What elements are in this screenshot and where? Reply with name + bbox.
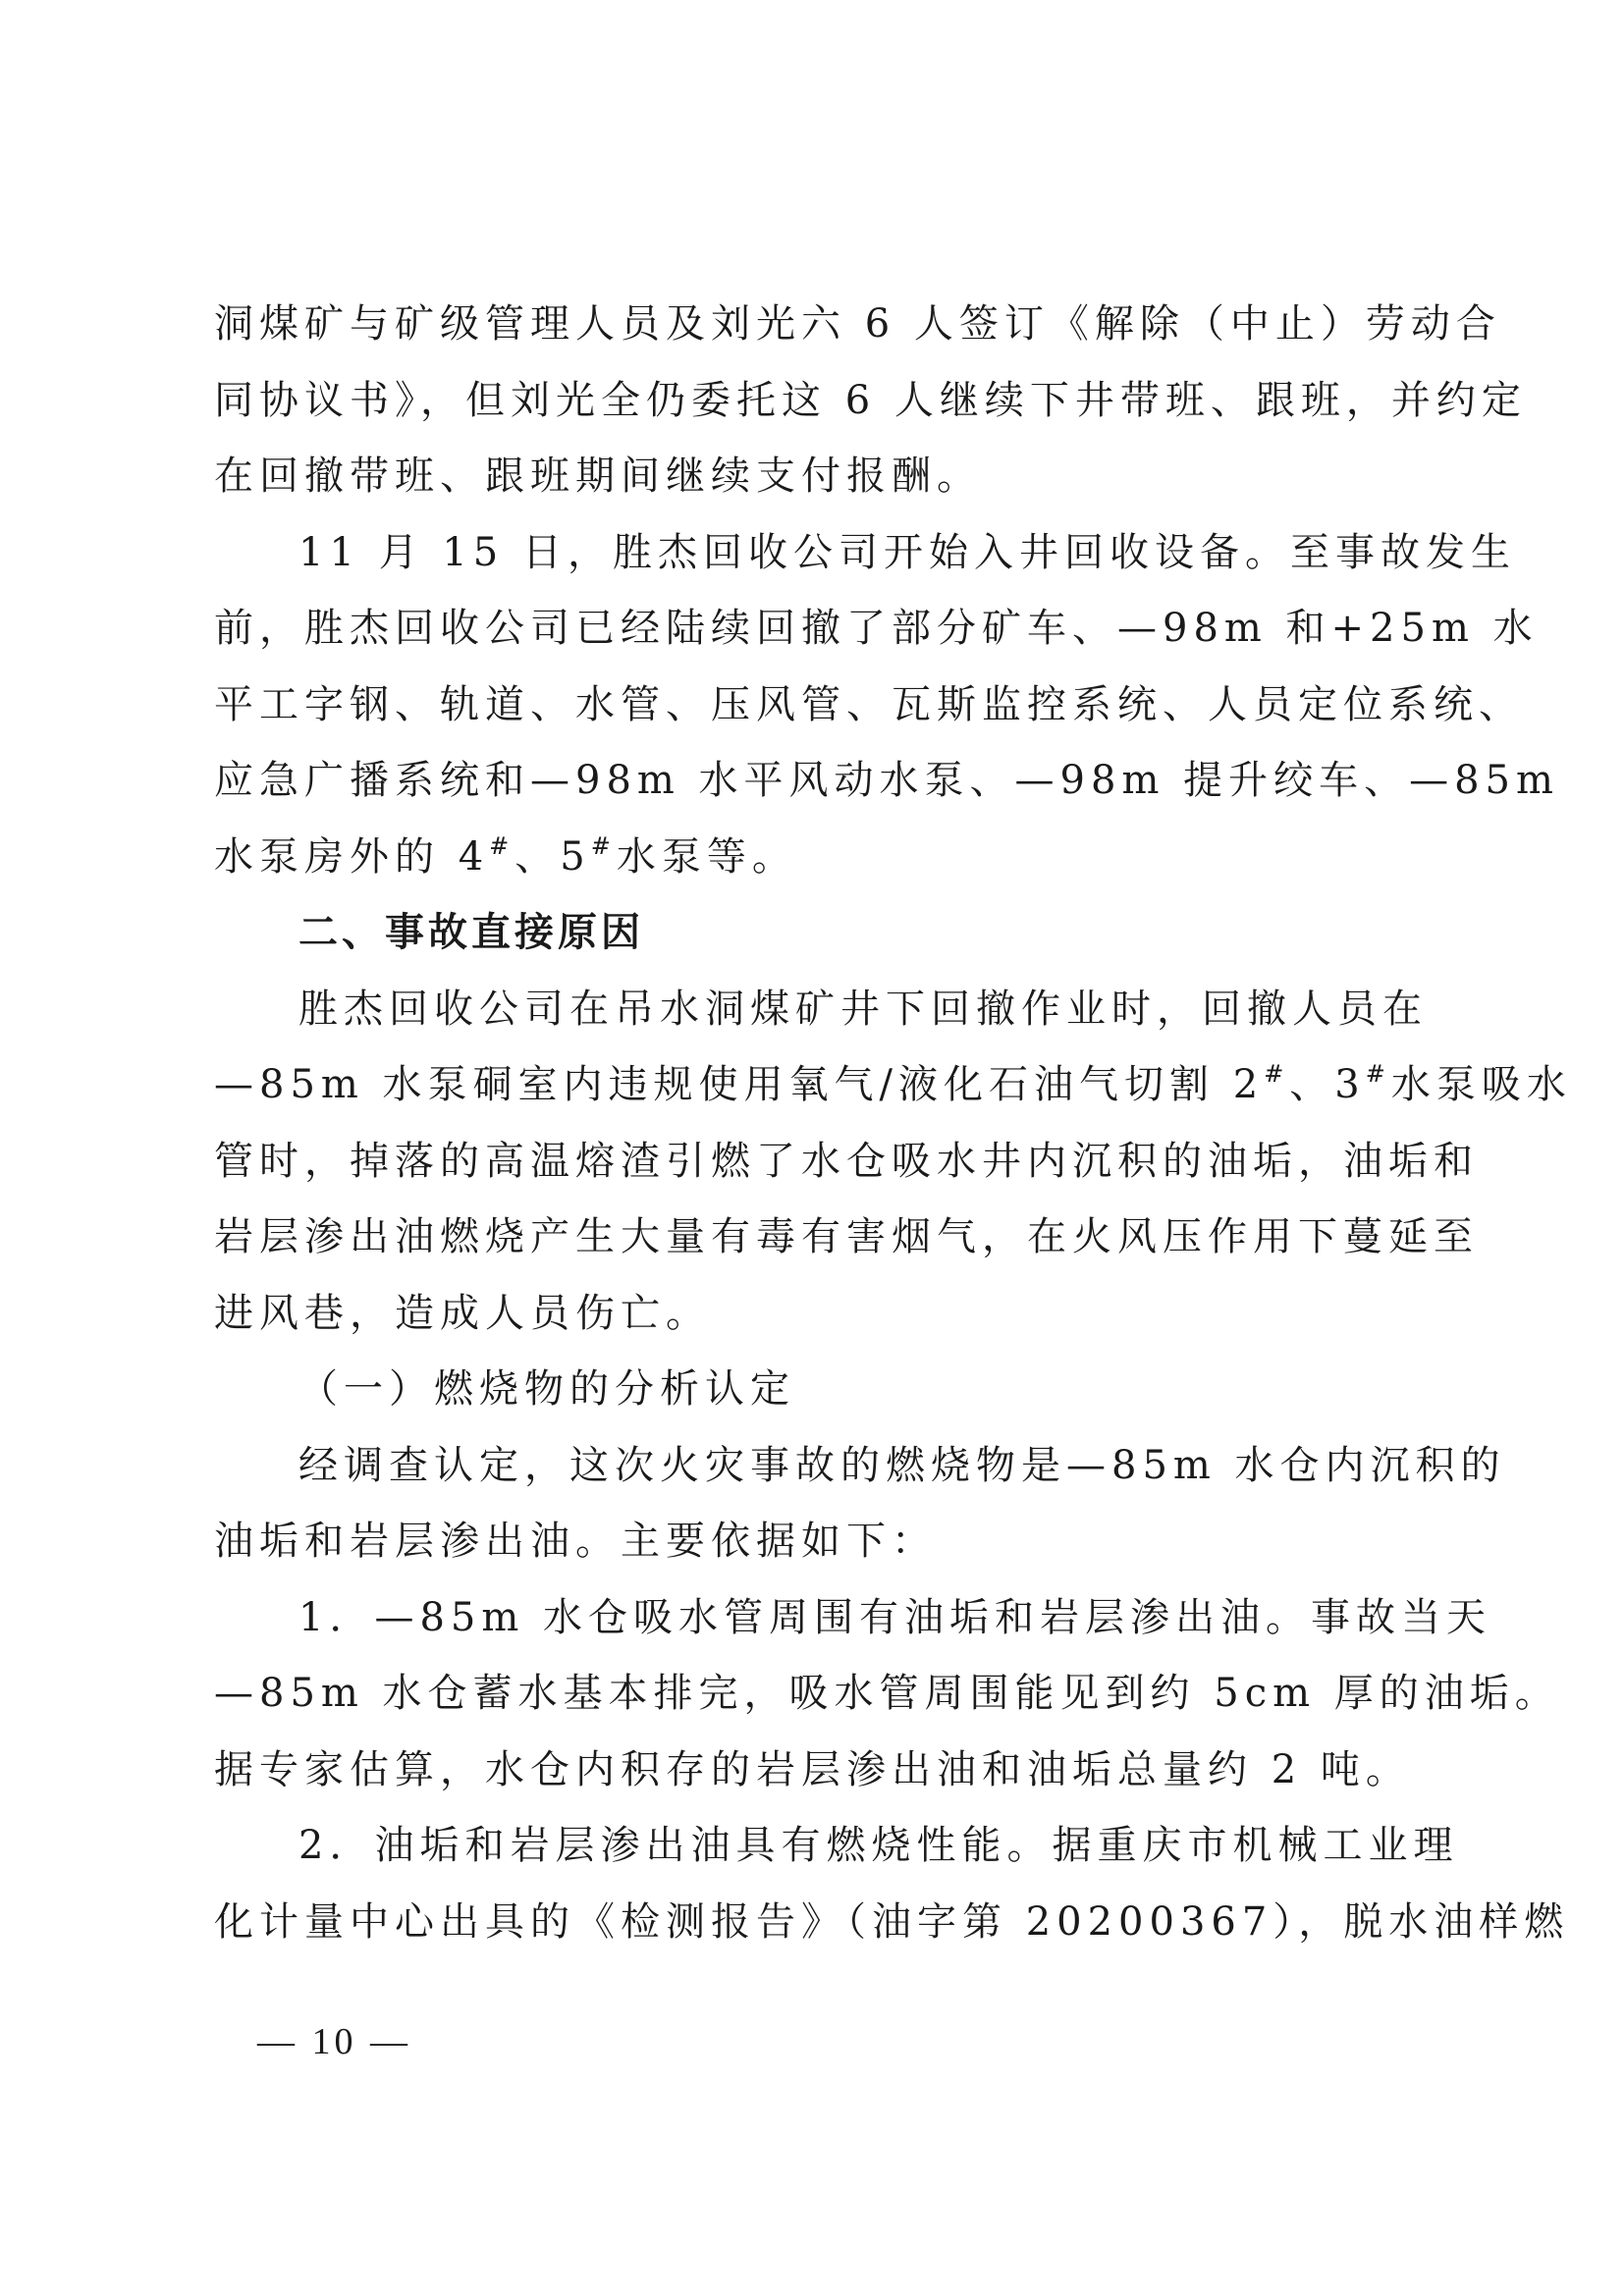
- text-fragment: 水泵等。: [616, 833, 797, 880]
- text-line: —85m 水仓蓄水基本排完，吸水管周围能见到约 5cm 厚的油垢。: [214, 1671, 1560, 1716]
- text-line: 应急广播系统和—98m 水平风动水泵、—98m 提升绞车、—85m: [214, 758, 1559, 803]
- page-number: — 10 —: [257, 2021, 411, 2062]
- text-fragment: 、3: [1289, 1062, 1366, 1107]
- text-line: 进风巷，造成人员伤亡。: [214, 1290, 711, 1336]
- text-fragment: —85m 水泵硐室内违规使用氧气/液化石油气切割 2: [214, 1062, 1265, 1107]
- subsection-heading: （一）燃烧物的分析认定: [298, 1366, 795, 1412]
- text-line: 11 月 15 日，胜杰回收公司开始入井回收设备。至事故发生: [298, 529, 1516, 575]
- text-line: 化计量中心出具的《检测报告》（油字第 20200367），脱水油样燃: [214, 1898, 1570, 1945]
- text-line: [214, 820, 1422, 896]
- text-line: 平工字钢、轨道、水管、压风管、瓦斯监控系统、人员定位系统、: [214, 681, 1524, 727]
- superscript-mark: #: [489, 831, 515, 860]
- text-line: 管时，掉落的高温熔渣引燃了水仓吸水井内沉积的油垢，油垢和: [214, 1138, 1479, 1184]
- text-line: 胜杰回收公司在吊水洞煤矿井下回撤作业时，回撤人员在: [298, 986, 1428, 1032]
- text-line: 在回撤带班、跟班期间继续支付报酬。: [214, 454, 982, 499]
- text-line: 油垢和岩层渗出油。主要依据如下：: [214, 1519, 937, 1564]
- section-heading: 二、事故直接原因: [298, 910, 644, 955]
- text-line: 1．—85m 水仓吸水管周围有油垢和岩层渗出油。事故当天: [298, 1594, 1491, 1640]
- text-fragment: 水泵吸水: [1390, 1062, 1572, 1107]
- text-line: 经调查认定，这次火灾事故的燃烧物是—85m 水仓内沉积的: [298, 1442, 1506, 1488]
- text-fragment: 、5: [514, 833, 591, 880]
- superscript-mark: #: [590, 831, 617, 860]
- document-body: [214, 287, 1572, 1960]
- text-line: 岩层渗出油燃烧产生大量有毒有害烟气，在火风压作用下蔓延至: [214, 1214, 1479, 1259]
- superscript-mark: #: [1365, 1060, 1391, 1088]
- text-line: 同协议书》，但刘光全仍委托这 6 人继续下井带班、跟班，并约定: [214, 377, 1527, 423]
- text-line: 2．油垢和岩层渗出油具有燃烧性能。据重庆市机械工业理: [298, 1823, 1459, 1868]
- text-fragment: 水泵房外的 4: [214, 833, 490, 880]
- text-line: [214, 1047, 1572, 1124]
- text-line: 洞煤矿与矿级管理人员及刘光六 6 人签订《解除（中止）劳动合: [214, 301, 1501, 347]
- text-line: 前，胜杰回收公司已经陆续回撤了部分矿车、—98m 和+25m 水: [214, 606, 1539, 651]
- superscript-mark: #: [1264, 1060, 1290, 1088]
- text-line: 据专家估算，水仓内积存的岩层渗出油和油垢总量约 2 吨。: [214, 1746, 1411, 1792]
